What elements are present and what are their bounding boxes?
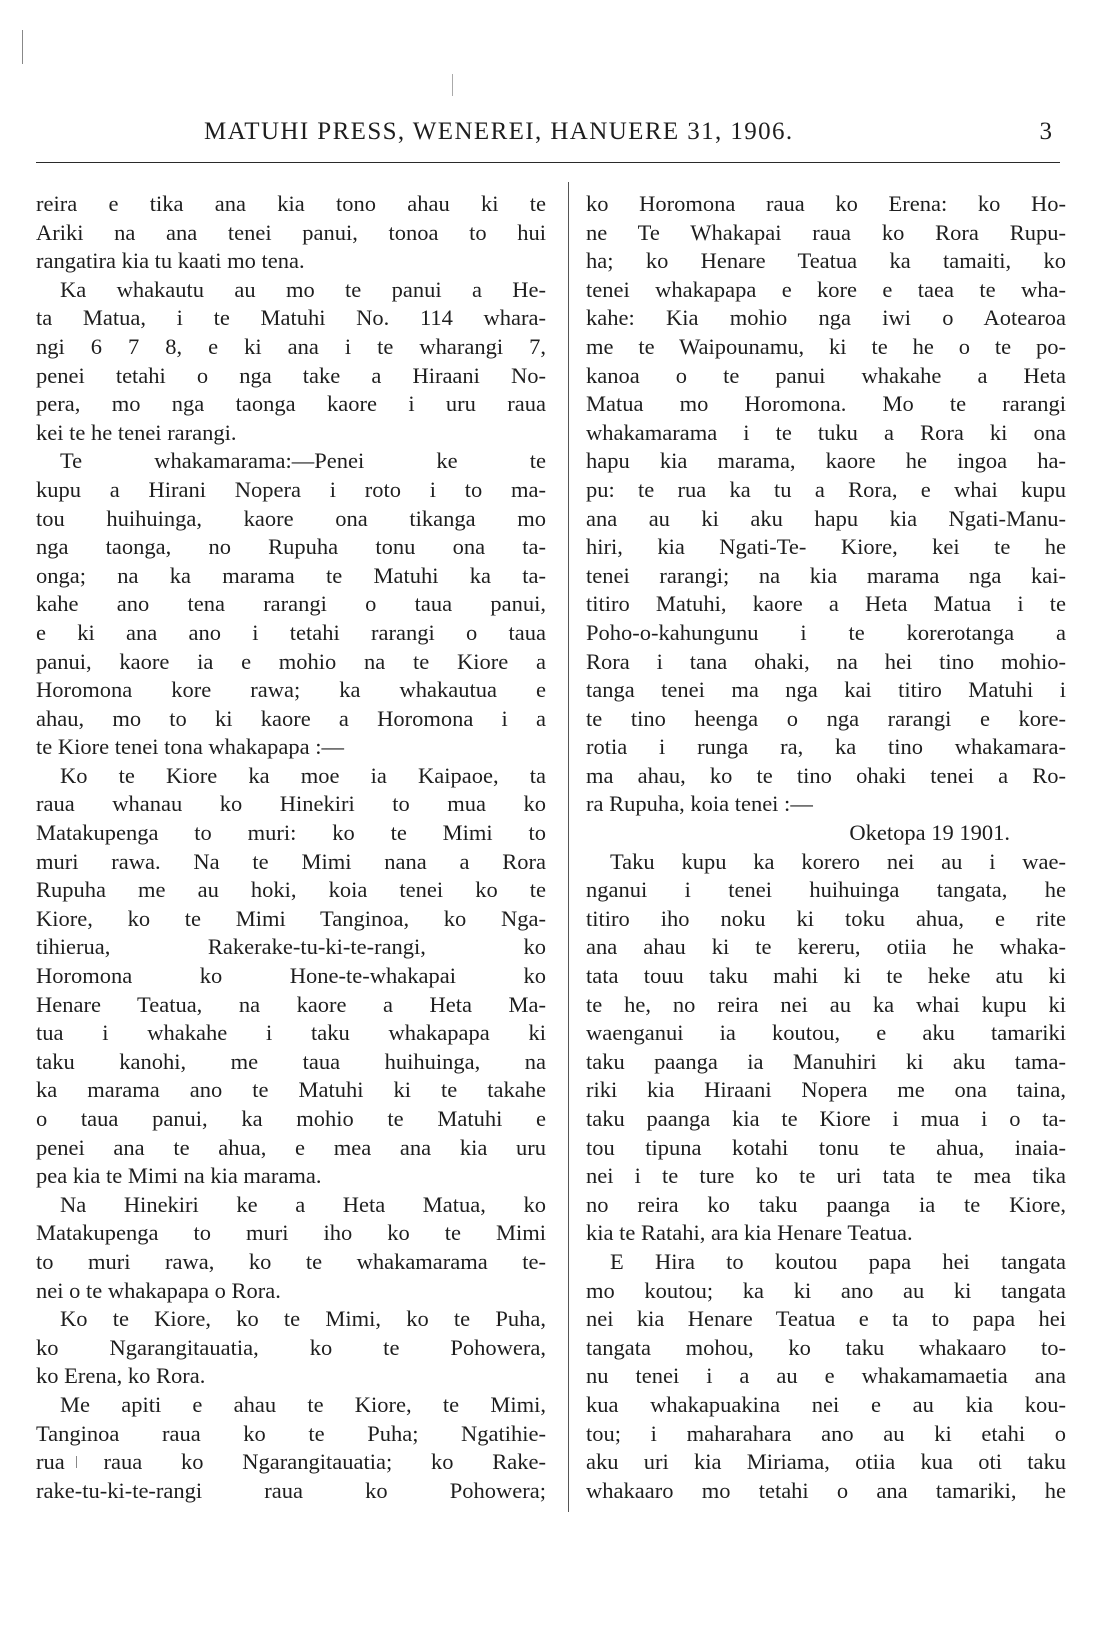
right-column-text-line: titiro Matuhi, kaore a Heta Matua i te: [586, 591, 1066, 617]
left-column-text-line: Horomona ko Hone-te-whakapai ko: [36, 963, 546, 989]
right-column-text-line: Rora i tana ohaki, na hei tino mohio-: [586, 648, 1066, 674]
right-column-text-line: te tino heenga o nga rarangi e kore-: [586, 705, 1066, 731]
right-column-text-line: Matua mo Horomona. Mo te rarangi: [586, 391, 1066, 417]
scan-mark: [22, 30, 23, 64]
right-column-text-line: tou; i maharahara ano au ki etahi o: [586, 1420, 1066, 1446]
page-header-title: MATUHI PRESS, WENEREI, HANUERE 31, 1906.: [204, 118, 794, 145]
right-column-text-line: kanoa o te panui whakahe a Heta: [586, 362, 1066, 388]
right-column-text-line: Oketopa 19 1901.: [849, 820, 1010, 846]
right-column-text-line: ne Te Whakapai raua ko Rora Rupu-: [586, 219, 1066, 245]
right-column-text-line: aku uri kia Miriama, otiia kua oti taku: [586, 1449, 1066, 1475]
right-column-text-line: ana au ki aku hapu kia Ngati-Manu-: [586, 505, 1066, 531]
left-column-text-line: rua raua ko Ngarangitauatia; ko Rake-: [36, 1449, 546, 1475]
left-column-text-line: ahau, mo to ki kaore a Horomona i a: [36, 705, 546, 731]
left-column-text-line: ko Erena, ko Rora.: [36, 1363, 206, 1389]
right-column-text-line: me te Waipounamu, ki te he o te po-: [586, 333, 1066, 359]
left-column-text-line: kei te he tenei rarangi.: [36, 419, 237, 445]
right-column-text-line: ra Rupuha, koia tenei :—: [586, 791, 813, 817]
left-column-text-line: Ko te Kiore ka moe ia Kaipaoe, ta: [60, 762, 546, 788]
right-column-text-line: taku paanga kia te Kiore i mua i o ta-: [586, 1106, 1066, 1131]
right-column-text-line: hapu kia marama, kaore he ingoa ha-: [586, 448, 1066, 474]
right-column-text-line: titiro iho noku ki toku ahua, e rite: [586, 905, 1066, 931]
left-column-text-line: Te whakamarama:—Penei ke te: [60, 448, 546, 474]
left-column-text-line: raua whanau ko Hinekiri to mua ko: [36, 791, 546, 817]
right-column-text-line: nganui i tenei huihuinga tangata, he: [586, 877, 1066, 903]
left-column-text-line: Ko te Kiore, ko te Mimi, ko te Puha,: [60, 1306, 546, 1332]
left-column-text-line: tou huihuinga, kaore ona tikanga mo: [36, 505, 546, 531]
right-column-text-line: te he, no reira nei au ka whai kupu ki: [586, 991, 1066, 1017]
left-column-text-line: Me apiti e ahau te Kiore, te Mimi,: [60, 1391, 546, 1417]
left-column-text-line: penei tetahi o nga take a Hiraani No-: [36, 362, 546, 388]
left-column-text-line: Rupuha me au hoki, koia tenei ko te: [36, 877, 546, 903]
right-column-text-line: taku paanga ia Manuhiri ki aku tama-: [586, 1048, 1066, 1074]
left-column-text-line: tihierua, Rakerake-tu-ki-te-rangi, ko: [36, 934, 546, 960]
right-column-text-line: tata touu taku mahi ki te heke atu ki: [586, 963, 1066, 989]
left-column-text-line: to muri rawa, ko te whakamarama te-: [36, 1248, 546, 1274]
left-column-text-line: penei ana te ahua, e mea ana kia uru: [36, 1134, 546, 1160]
left-column-text-line: Horomona kore rawa; ka whakautua e: [36, 677, 546, 703]
right-column-text-line: hiri, kia Ngati-Te- Kiore, kei te he: [586, 534, 1066, 560]
right-column-text-line: mo koutou; ka ki ano au ki tangata: [586, 1277, 1066, 1303]
left-column-text-line: rangatira kia tu kaati mo tena.: [36, 248, 305, 274]
left-column-text-line: Henare Teatua, na kaore a Heta Ma-: [36, 991, 546, 1017]
right-column-text-line: kua whakapuakina nei e au kia kou-: [586, 1391, 1066, 1417]
left-column-text-line: nei o te whakapapa o Rora.: [36, 1277, 281, 1303]
column-divider: [568, 182, 569, 1512]
right-column-text-line: rotia i runga ra, ka tino whakamara-: [586, 734, 1066, 760]
right-column-text-line: tou tipuna kotahi tonu te ahua, inaia-: [586, 1134, 1066, 1160]
left-column-text-line: Na Hinekiri ke a Heta Matua, ko: [60, 1191, 546, 1217]
left-column-text-line: e ki ana ano i tetahi rarangi o taua: [36, 619, 546, 645]
right-column-text-line: E Hira to koutou papa hei tangata: [610, 1248, 1066, 1274]
right-column-text-line: tanga tenei ma nga kai titiro Matuhi i: [586, 677, 1066, 703]
left-column-text-line: Kiore, ko te Mimi Tanginoa, ko Nga-: [36, 905, 546, 931]
page-number: 3: [1039, 118, 1052, 145]
right-column-text-line: ko Horomona raua ko Erena: ko Ho-: [586, 191, 1066, 216]
article-column-right: [586, 190, 1066, 1505]
right-column-text-line: kia te Ratahi, ara kia Henare Teatua.: [586, 1220, 913, 1246]
right-column-text-line: tangata mohou, ko taku whakaaro to-: [586, 1334, 1066, 1360]
left-column-text-line: Ariki na ana tenei panui, tonoa to hui: [36, 219, 546, 245]
right-column-text-line: ana ahau ki te kereru, otiia he whaka-: [586, 934, 1066, 960]
right-column-text-line: nei kia Henare Teatua e ta to papa hei: [586, 1306, 1066, 1332]
left-column-text-line: nga taonga, no Rupuha tonu ona ta-: [36, 534, 546, 560]
left-column-text-line: tua i whakahe i taku whakapapa ki: [36, 1020, 546, 1046]
right-column-text-line: Poho-o-kahungunu i te korerotanga a: [586, 619, 1066, 645]
left-column-text-line: onga; na ka marama te Matuhi ka ta-: [36, 562, 546, 588]
scan-mark: [452, 74, 453, 96]
left-column-text-line: Tanginoa raua ko te Puha; Ngatihie-: [36, 1420, 546, 1446]
left-column-text-line: muri rawa. Na te Mimi nana a Rora: [36, 848, 546, 874]
right-column-text-line: whakamarama i te tuku a Rora ki ona: [586, 419, 1066, 445]
left-column-text-line: ko Ngarangitauatia, ko te Pohowera,: [36, 1334, 546, 1360]
right-column-text-line: waenganui ia koutou, e aku tamariki: [586, 1020, 1066, 1046]
left-column-text-line: pea kia te Mimi na kia marama.: [36, 1163, 322, 1189]
right-column-text-line: kahe: Kia mohio nga iwi o Aotearoa: [586, 305, 1066, 331]
right-column-text-line: whakaaro mo tetahi o ana tamariki, he: [586, 1477, 1066, 1503]
right-column-text-line: pu: te rua ka tu a Rora, e whai kupu: [586, 476, 1066, 502]
running-header: [36, 118, 1060, 158]
left-column-text-line: ka marama ano te Matuhi ki te takahe: [36, 1077, 546, 1103]
article-column-left: [36, 190, 546, 1505]
right-column-text-line: riki kia Hiraani Nopera me ona taina,: [586, 1077, 1066, 1103]
left-column-text-line: pera, mo nga taonga kaore i uru raua: [36, 391, 546, 417]
left-column-text-line: o taua panui, ka mohio te Matuhi e: [36, 1106, 546, 1131]
left-column-text-line: Ka whakautu au mo te panui a He-: [60, 276, 546, 302]
right-column-text-line: ha; ko Henare Teatua ka tamaiti, ko: [586, 248, 1066, 274]
left-column-text-line: taku kanohi, me taua huihuinga, na: [36, 1048, 546, 1074]
right-column-text-line: nu tenei i a au e whakamamaetia ana: [586, 1363, 1066, 1389]
left-column-text-line: ngi 6 7 8, e ki ana i te wharangi 7,: [36, 333, 546, 359]
right-column-text-line: no reira ko taku paanga ia te Kiore,: [586, 1191, 1066, 1217]
right-column-text-line: tenei whakapapa e kore e taea te wha-: [586, 276, 1066, 302]
right-column-text-line: tenei rarangi; na kia marama nga kai-: [586, 562, 1066, 588]
left-column-text-line: kupu a Hirani Nopera i roto i to ma-: [36, 476, 546, 502]
left-column-text-line: Matakupenga to muri: ko te Mimi to: [36, 820, 546, 846]
left-column-text-line: panui, kaore ia e mohio na te Kiore a: [36, 648, 546, 674]
left-column-text-line: ta Matua, i te Matuhi No. 114 whara-: [36, 305, 546, 331]
left-column-text-line: Matakupenga to muri iho ko te Mimi: [36, 1220, 546, 1246]
left-column-text-line: kahe ano tena rarangi o taua panui,: [36, 591, 546, 617]
left-column-text-line: te Kiore tenei tona whakapapa :—: [36, 734, 345, 760]
right-column-text-line: ma ahau, ko te tino ohaki tenei a Ro-: [586, 762, 1066, 788]
left-column-text-line: reira e tika ana kia tono ahau ki te: [36, 191, 546, 216]
right-column-text-line: Taku kupu ka korero nei au i wae-: [610, 848, 1066, 874]
left-column-text-line: rake-tu-ki-te-rangi raua ko Pohowera;: [36, 1477, 546, 1503]
right-column-text-line: nei i te ture ko te uri tata te mea tika: [586, 1163, 1066, 1189]
header-divider: [36, 162, 1060, 163]
